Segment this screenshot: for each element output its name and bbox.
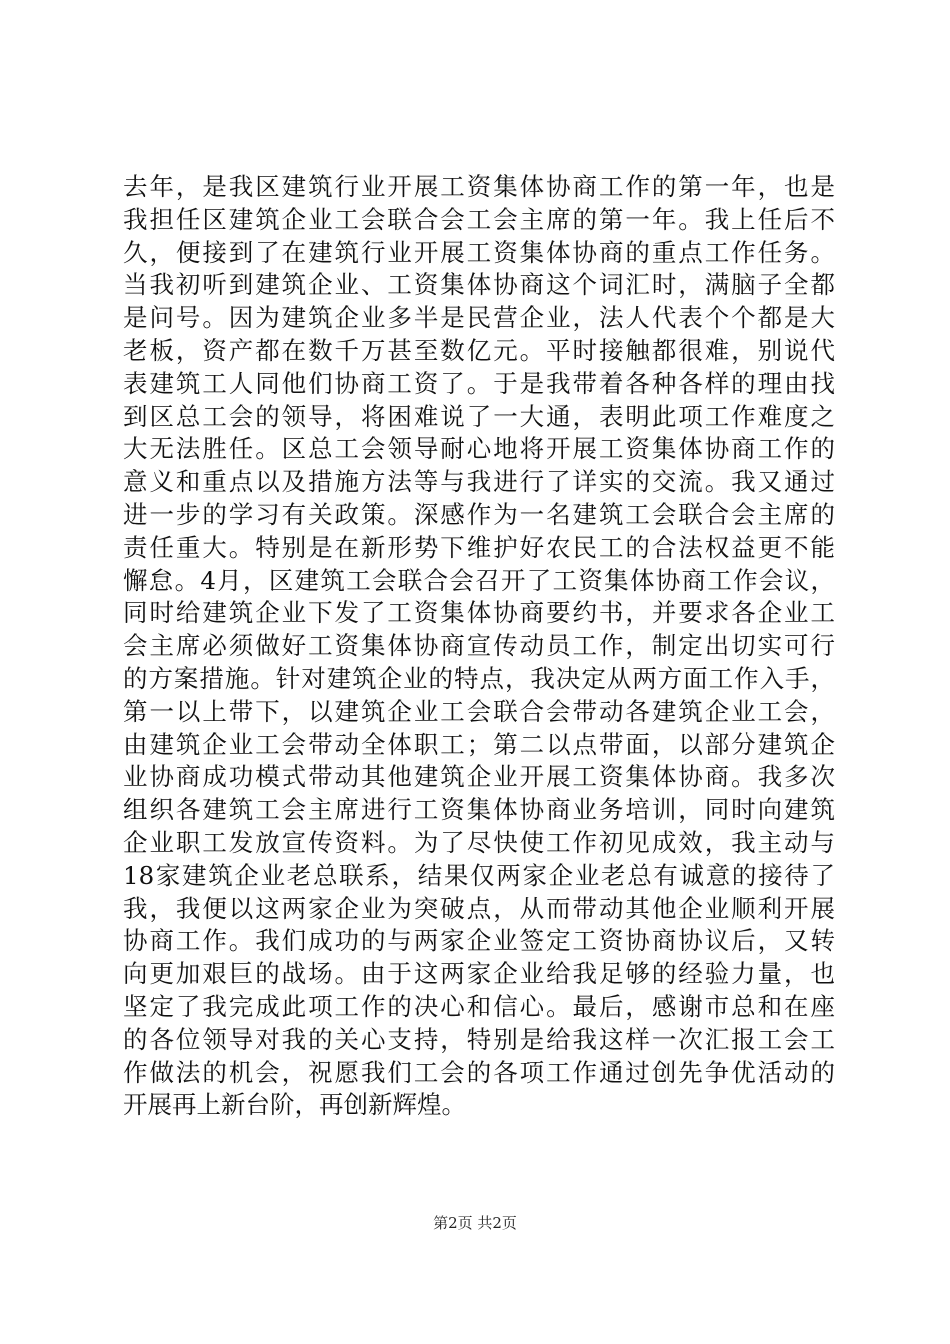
text-line: 责任重大。特别是在新形势下维护好农民工的合法权益更不能 [123, 532, 835, 562]
text-line: 意义和重点以及措施方法等与我进行了详实的交流。我又通过 [123, 467, 835, 497]
text-line: 向更加艰巨的战场。由于这两家企业给我足够的经验力量，也 [123, 959, 835, 989]
text-line: 老板，资产都在数千万甚至数亿元。平时接触都很难，别说代 [123, 335, 835, 365]
text-line: 18家建筑企业老总联系，结果仅两家企业老总有诚意的接待了 [123, 860, 835, 890]
text-line: 第一以上带下，以建筑企业工会联合会带动各建筑企业工会， [123, 696, 835, 726]
text-line: 是问号。因为建筑企业多半是民营企业，法人代表个个都是大 [123, 303, 835, 333]
text-line: 表建筑工人同他们协商工资了。于是我带着各种各样的理由找 [123, 368, 835, 398]
text-line: 坚定了我完成此项工作的决心和信心。最后，感谢市总和在座 [123, 991, 835, 1021]
text-line: 由建筑企业工会带动全体职工；第二以点带面，以部分建筑企 [123, 729, 835, 759]
text-line: 的方案措施。针对建筑企业的特点，我决定从两方面工作入手， [123, 663, 835, 693]
text-line: 会主席必须做好工资集体协商宣传动员工作，制定出切实可行 [123, 631, 835, 661]
text-line: 我担任区建筑企业工会联合会工会主席的第一年。我上任后不 [123, 204, 835, 234]
text-line: 到区总工会的领导，将困难说了一大通，表明此项工作难度之 [123, 401, 835, 431]
text-line: 作做法的机会，祝愿我们工会的各项工作通过创先争优活动的 [123, 1057, 835, 1087]
text-line: 同时给建筑企业下发了工资集体协商要约书，并要求各企业工 [123, 598, 835, 628]
text-line: 我，我便以这两家企业为突破点，从而带动其他企业顺利开展 [123, 893, 835, 923]
text-line: 的各位领导对我的关心支持，特别是给我这样一次汇报工会工 [123, 1024, 835, 1054]
text-line: 企业职工发放宣传资料。为了尽快使工作初见成效，我主动与 [123, 827, 835, 857]
text-line: 当我初听到建筑企业、工资集体协商这个词汇时，满脑子全都 [123, 270, 835, 300]
text-line: 久，便接到了在建筑行业开展工资集体协商的重点工作任务。 [123, 237, 835, 267]
text-line: 进一步的学习有关政策。深感作为一名建筑工会联合会主席的 [123, 499, 835, 529]
text-line: 业协商成功模式带动其他建筑企业开展工资集体协商。我多次 [123, 762, 835, 792]
text-line: 去年，是我区建筑行业开展工资集体协商工作的第一年，也是 [123, 172, 835, 201]
text-line: 协商工作。我们成功的与两家企业签定工资协商协议后，又转 [123, 926, 835, 956]
text-line: 开展再上新台阶，再创新辉煌。 [123, 1090, 466, 1120]
text-line: 懈怠。4月，区建筑工会联合会召开了工资集体协商工作会议， [123, 565, 835, 595]
body-paragraph [123, 171, 835, 1122]
page-number-footer: 第2页 共2页 [433, 1214, 517, 1232]
text-line: 大无法胜任。区总工会领导耐心地将开展工资集体协商工作的 [123, 434, 835, 464]
text-line: 组织各建筑工会主席进行工资集体协商业务培训，同时向建筑 [123, 795, 835, 825]
